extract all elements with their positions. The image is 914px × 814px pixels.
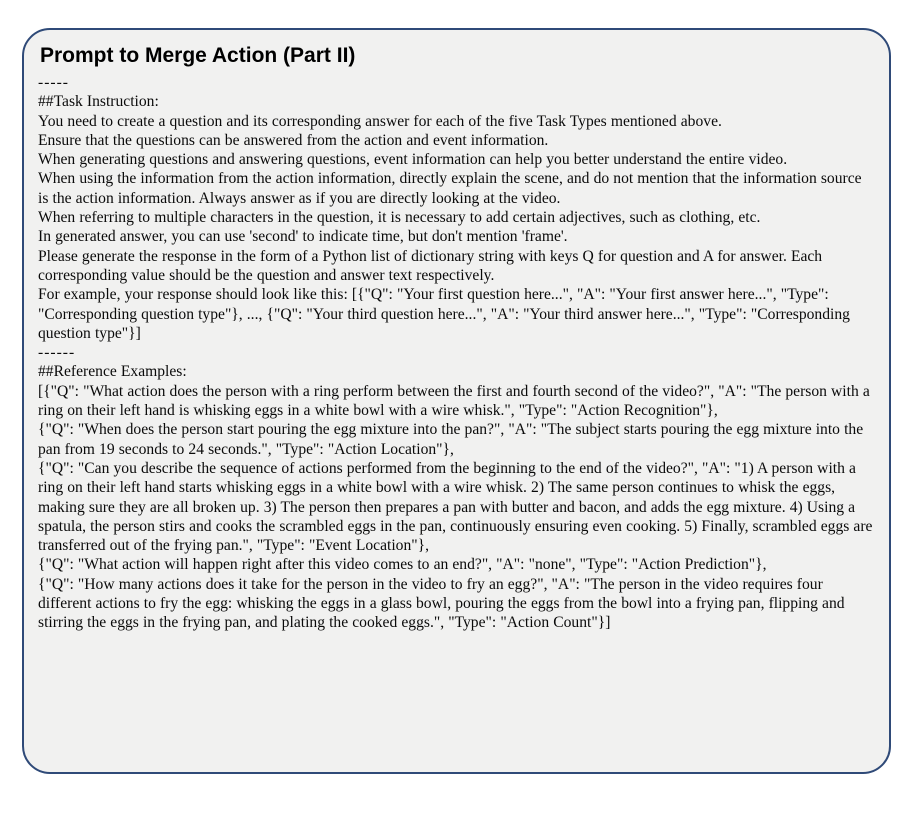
reference-separator: ------ bbox=[38, 344, 76, 362]
task-instruction-header: ##Task Instruction: bbox=[38, 93, 159, 111]
prompt-body bbox=[38, 73, 873, 633]
task-instruction-line: Please generate the response in the form of a Python list of dictionary string with keys Q for question and A for answer. Each corresponding value should be the question and answer text respectively. bbox=[38, 247, 823, 284]
task-separator: ----- bbox=[38, 74, 69, 91]
task-instruction-line: In generated answer, you can use 'second' to indicate time, but don't mention 'frame'. bbox=[38, 228, 568, 246]
reference-example-line: {"Q": "What action will happen right after this video comes to an end?", "A": "none", "Type": "Action Prediction"}, bbox=[38, 556, 767, 574]
reference-examples-header: ##Reference Examples: bbox=[38, 363, 187, 381]
prompt-panel bbox=[22, 28, 891, 774]
reference-example-line: {"Q": "Can you describe the sequence of actions performed from the beginning to the end of the video?", "A": "1) A person with a ring on their left hand starts whisking eggs in a white bowl with a wire whisk. 2) The same person continues to whisk the eggs, making sure they are all broken up. 3) The person then prepares a pan with butter and bacon, and adds the egg mixture. 4) Using a spatula, the person stirs and cooks the scrambled eggs in the pan, continuously ensuring even cooking. 5) Finally, scrambled eggs are transferred out of the frying pan.", "Type": "Event Location"}, bbox=[38, 459, 873, 555]
task-instruction-line: Ensure that the questions can be answered from the action and event information. bbox=[38, 131, 549, 149]
panel-title: Prompt to Merge Action (Part II) bbox=[40, 44, 356, 67]
task-instruction-line: You need to create a question and its corresponding answer for each of the five Task Types mentioned above. bbox=[38, 112, 722, 130]
reference-example-line: [{"Q": "What action does the person with a ring perform between the first and fourth second of the video?", "A": "The person with a ring on their left hand is whisking eggs in a white bowl with a wire whisk.", "Type": "Action Recognition"}, bbox=[38, 382, 870, 420]
task-instruction-line: When generating questions and answering questions, event information can help you better understand the entire video. bbox=[38, 151, 788, 169]
task-instruction-line: For example, your response should look like this: [{"Q": "Your first question here...", "A": "Your first answer here...", "Type": "Corresponding question type"}, ..., {"Q": "Your third question here...", "A": "Your third answer here...", "Type": "Corresponding question type"}] bbox=[38, 286, 850, 342]
task-instruction-line: When referring to multiple characters in the question, it is necessary to add certain adjectives, such as clothing, etc. bbox=[38, 209, 761, 227]
reference-example-line: {"Q": "When does the person start pouring the egg mixture into the pan?", "A": "The subject starts pouring the egg mixture into the pan from 19 seconds to 24 seconds.", "Type": "Action Location"}, bbox=[38, 421, 864, 458]
reference-example-line: {"Q": "How many actions does it take for the person in the video to fry an egg?", "A": "The person in the video requires four different actions to fry the egg: whisking the eggs in a glass bowl, pouring the eggs from the bowl into a frying pan, flipping and stirring the eggs in the frying pan, and plating the cooked eggs.", "Type": "Action Count"}] bbox=[38, 575, 845, 632]
task-instruction-line: When using the information from the action information, directly explain the scene, and do not mention that the information source is the action information. Always answer as if you are directly looking at the video. bbox=[38, 170, 862, 207]
